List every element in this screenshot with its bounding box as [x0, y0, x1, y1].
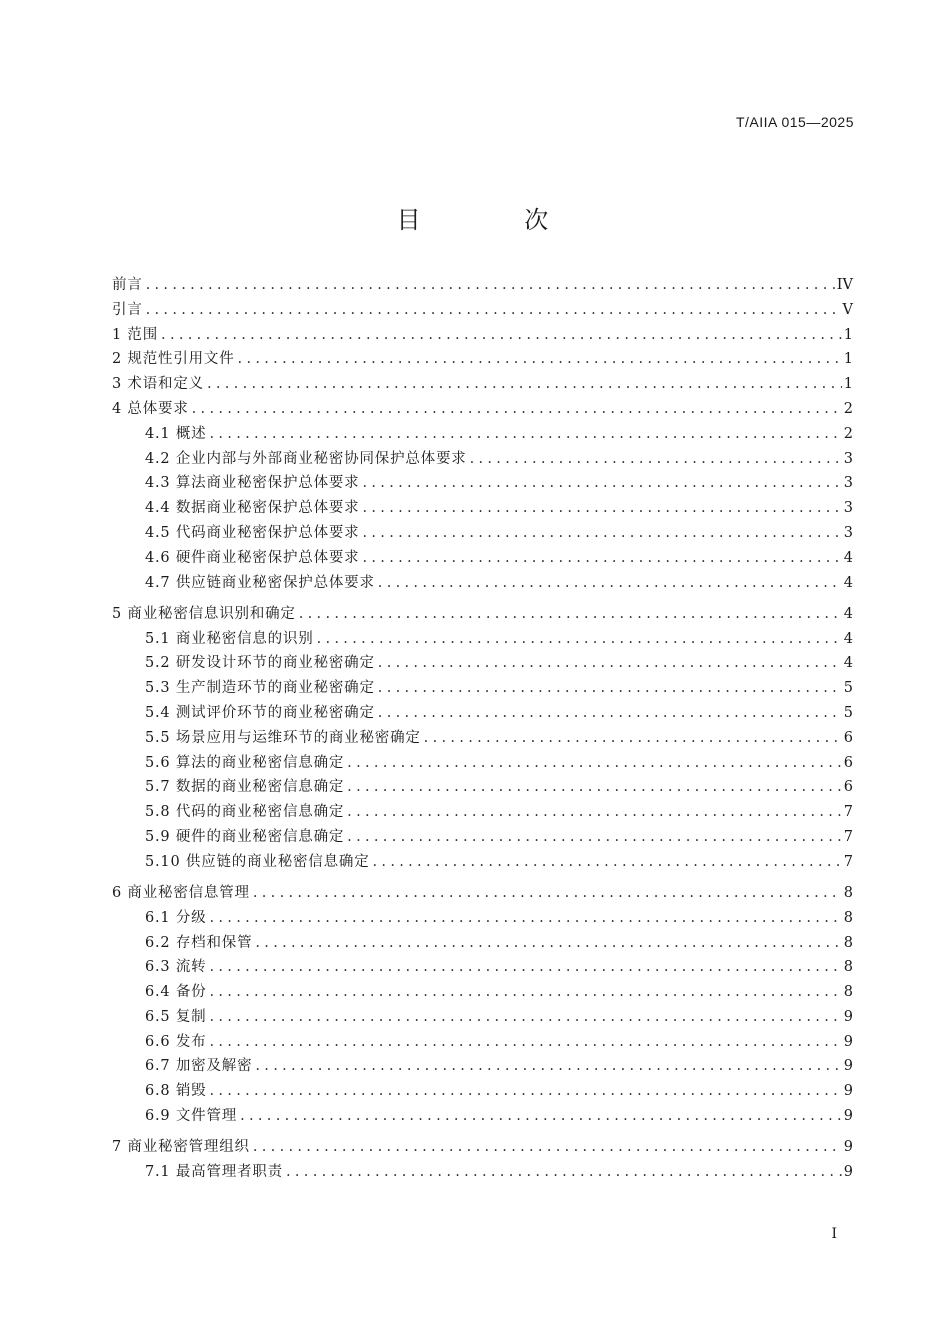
- toc-entry-page: 3: [843, 475, 853, 492]
- toc-dot-leader: [286, 1164, 842, 1180]
- toc-entry-page: 5: [843, 680, 853, 697]
- toc-entry-page: 4: [843, 630, 853, 647]
- toc-subentry[interactable]: [112, 496, 853, 521]
- toc-dot-leader: [347, 779, 842, 795]
- toc-entry-label: 4.6 硬件商业秘密保护总体要求: [145, 549, 360, 566]
- toc-subentry[interactable]: [112, 521, 853, 546]
- toc-entry-page: 8: [843, 909, 853, 926]
- toc-entry-page: 3: [843, 524, 853, 541]
- toc-entry-label: 4.3 算法商业秘密保护总体要求: [145, 475, 360, 492]
- toc-entry-page: 2: [843, 425, 853, 442]
- toc-subentry[interactable]: [112, 955, 853, 980]
- toc-entry-page: 7: [843, 828, 853, 845]
- toc-entry-page: 1: [843, 351, 853, 368]
- document-code: T/AIIA 015—2025: [735, 114, 854, 130]
- toc-entry-page: 4: [843, 655, 853, 672]
- toc-entry-page: 2: [843, 400, 853, 417]
- toc-entry-page: 1: [843, 376, 853, 393]
- toc-dot-leader: [209, 984, 841, 1000]
- toc-dot-leader: [362, 525, 841, 541]
- toc-dot-leader: [373, 854, 842, 870]
- toc-dot-leader: [209, 1034, 841, 1050]
- toc-entry-label: 6.8 销毁: [145, 1083, 207, 1100]
- toc-entry-label: 3 术语和定义: [112, 376, 204, 393]
- toc-dot-leader: [255, 1058, 841, 1074]
- toc-entry-page: 5: [843, 704, 853, 721]
- toc-subentry[interactable]: [112, 931, 853, 956]
- toc-entry[interactable]: [112, 881, 853, 906]
- toc-entry[interactable]: [112, 1135, 853, 1160]
- toc-dot-leader: [347, 804, 842, 820]
- toc-subentry[interactable]: [112, 775, 853, 800]
- toc-dot-leader: [209, 426, 841, 442]
- toc-entry-page: 8: [843, 959, 853, 976]
- toc-entry-page: 4: [843, 549, 853, 566]
- toc-entry-label: 6.6 发布: [145, 1033, 207, 1050]
- toc-dot-leader: [378, 575, 842, 591]
- toc-entry[interactable]: [112, 397, 853, 422]
- toc-dot-leader: [347, 755, 842, 771]
- toc-entry-label: 5.4 测试评价环节的商业秘密确定: [145, 704, 375, 721]
- toc-subentry[interactable]: [112, 850, 853, 875]
- toc-entry-label: 6.3 流转: [145, 959, 207, 976]
- toc-subentry[interactable]: [112, 1054, 853, 1079]
- toc-entry-page: 9: [843, 1083, 853, 1100]
- toc-entry-label: 4.1 概述: [145, 425, 207, 442]
- toc-entry-page: 3: [843, 500, 853, 517]
- toc-entry-page: 9: [843, 1164, 853, 1181]
- toc-entry-page: 9: [843, 1033, 853, 1050]
- toc-dot-leader: [378, 705, 842, 721]
- toc-entry-label: 5.6 算法的商业秘密信息确定: [145, 754, 345, 771]
- toc-dot-leader: [253, 885, 842, 901]
- toc-subentry[interactable]: [112, 701, 853, 726]
- toc-dot-leader: [378, 680, 842, 696]
- toc-entry-page: 8: [843, 884, 853, 901]
- toc-entry-page: 8: [843, 984, 853, 1001]
- toc-entry-label: 4.5 代码商业秘密保护总体要求: [145, 524, 360, 541]
- toc-subentry[interactable]: [112, 1030, 853, 1055]
- toc-entry-label: 5 商业秘密信息识别和确定: [112, 605, 296, 622]
- toc-entry-page: 6: [843, 754, 853, 771]
- table-of-contents: [112, 273, 853, 1185]
- toc-entry-label: 前言: [112, 277, 143, 293]
- toc-entry-page: 8: [843, 934, 853, 951]
- toc-entry-label: 5.5 场景应用与运维环节的商业秘密确定: [145, 729, 421, 746]
- toc-subentry[interactable]: [112, 651, 853, 676]
- toc-dot-leader: [253, 1139, 842, 1155]
- toc-entry-label: 1 范围: [112, 326, 159, 343]
- toc-entry-label: 4.4 数据商业秘密保护总体要求: [145, 500, 360, 517]
- toc-entry-label: 6.7 加密及解密: [145, 1058, 253, 1075]
- toc-entry[interactable]: [112, 298, 853, 323]
- toc-entry-page: 7: [843, 853, 853, 870]
- toc-entry-page: 1: [843, 326, 853, 343]
- toc-entry[interactable]: [112, 602, 853, 627]
- toc-entry-label: 5.7 数据的商业秘密信息确定: [145, 779, 345, 796]
- toc-subentry[interactable]: [112, 1160, 853, 1185]
- toc-entry-page: 7: [843, 804, 853, 821]
- toc-dot-leader: [362, 550, 841, 566]
- toc-entry-page: 9: [843, 1108, 853, 1125]
- toc-entry-label: 5.9 硬件的商业秘密信息确定: [145, 828, 345, 845]
- toc-entry[interactable]: [112, 273, 853, 298]
- toc-subentry[interactable]: [112, 980, 853, 1005]
- toc-entry-page: 6: [843, 779, 853, 796]
- toc-dot-leader: [146, 302, 841, 318]
- toc-entry-page: 4: [843, 574, 853, 591]
- toc-entry[interactable]: [112, 347, 853, 372]
- toc-entry-label: 5.8 代码的商业秘密信息确定: [145, 804, 345, 821]
- toc-dot-leader: [240, 1108, 842, 1124]
- toc-entry-page: 9: [843, 1139, 853, 1156]
- toc-entry-label: 5.3 生产制造环节的商业秘密确定: [145, 680, 375, 697]
- toc-entry-label: 7.1 最高管理者职责: [145, 1164, 283, 1181]
- toc-subentry[interactable]: [112, 546, 853, 571]
- toc-dot-leader: [317, 631, 842, 647]
- toc-entry-label: 5.2 研发设计环节的商业秘密确定: [145, 655, 375, 672]
- toc-subentry[interactable]: [112, 676, 853, 701]
- toc-entry-label: 引言: [112, 301, 143, 318]
- toc-subentry[interactable]: [112, 1079, 853, 1104]
- toc-dot-leader: [209, 1083, 841, 1099]
- toc-dot-leader: [146, 277, 835, 293]
- toc-subentry[interactable]: [112, 825, 853, 850]
- toc-subentry[interactable]: [112, 726, 853, 751]
- toc-entry-page: 9: [843, 1008, 853, 1025]
- toc-subentry[interactable]: [112, 422, 853, 447]
- toc-entry-page: 9: [843, 1058, 853, 1075]
- toc-entry-label: 6.1 分级: [145, 909, 207, 926]
- toc-entry-label: 6.2 存档和保管: [145, 934, 253, 951]
- toc-dot-leader: [209, 1009, 841, 1025]
- toc-entry-label: 5.1 商业秘密信息的识别: [145, 630, 314, 647]
- toc-subentry[interactable]: [112, 447, 853, 472]
- toc-dot-leader: [424, 730, 842, 746]
- toc-entry-label: 4 总体要求: [112, 400, 189, 417]
- toc-entry-label: 6.4 备份: [145, 984, 207, 1001]
- toc-dot-leader: [209, 959, 841, 975]
- toc-entry-label: 4.7 供应链商业秘密保护总体要求: [145, 574, 375, 591]
- toc-subentry[interactable]: [112, 800, 853, 825]
- toc-dot-leader: [362, 500, 841, 516]
- toc-entry-page: V: [842, 301, 853, 318]
- toc-entry-label: 6.9 文件管理: [145, 1108, 238, 1125]
- toc-subentry[interactable]: [112, 471, 853, 496]
- toc-dot-leader: [362, 475, 841, 491]
- toc-entry[interactable]: [112, 323, 853, 348]
- toc-subentry[interactable]: [112, 571, 853, 596]
- toc-entry-page: IV: [836, 277, 853, 293]
- page-title: 目 次: [396, 206, 597, 234]
- toc-entry-label: 7 商业秘密管理组织: [112, 1139, 250, 1156]
- toc-entry-label: 5.10 供应链的商业秘密信息确定: [145, 853, 370, 870]
- toc-dot-leader: [192, 401, 842, 417]
- toc-dot-leader: [207, 376, 842, 392]
- toc-entry[interactable]: [112, 372, 853, 397]
- toc-entry-page: 6: [843, 729, 853, 746]
- toc-entry-label: 6 商业秘密信息管理: [112, 884, 250, 901]
- toc-dot-leader: [161, 327, 842, 343]
- toc-subentry[interactable]: [112, 751, 853, 776]
- toc-subentry[interactable]: [112, 627, 853, 652]
- page-number: I: [831, 1226, 837, 1242]
- toc-dot-leader: [470, 451, 842, 467]
- toc-dot-leader: [347, 829, 842, 845]
- toc-subentry[interactable]: [112, 1104, 853, 1129]
- toc-dot-leader: [378, 655, 842, 671]
- toc-entry-label: 4.2 企业内部与外部商业秘密协同保护总体要求: [145, 450, 467, 467]
- toc-dot-leader: [209, 910, 841, 926]
- toc-dot-leader: [238, 351, 842, 367]
- toc-entry-page: 4: [843, 605, 853, 622]
- toc-subentry[interactable]: [112, 1005, 853, 1030]
- toc-entry-page: 3: [843, 450, 853, 467]
- toc-dot-leader: [255, 935, 841, 951]
- toc-dot-leader: [299, 606, 842, 622]
- toc-entry-label: 2 规范性引用文件: [112, 351, 235, 368]
- toc-entry-label: 6.5 复制: [145, 1008, 207, 1025]
- toc-subentry[interactable]: [112, 906, 853, 931]
